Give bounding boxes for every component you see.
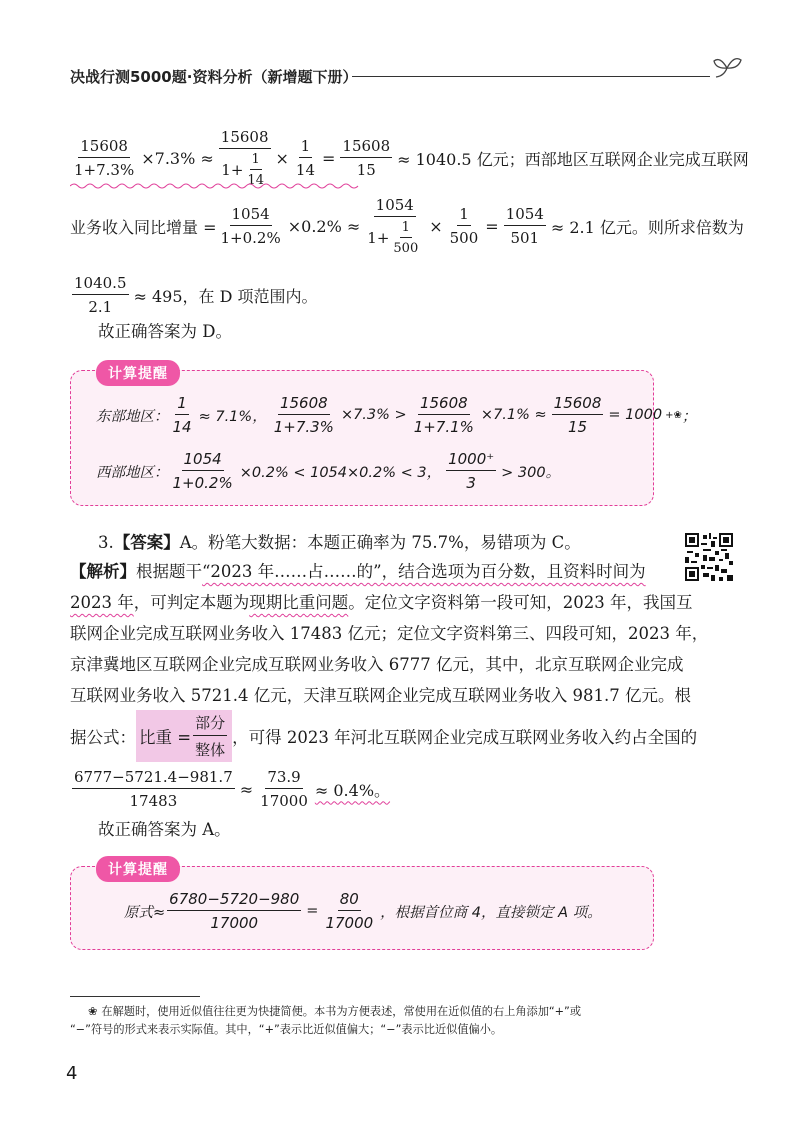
fraction: $\frac{15608}{1+7.3\%}$ (273, 394, 334, 436)
q3-calc-line: $\frac{6777-5721.4-981.7}{17483}$ ≈ $\frac{73.9}{17000}$ ≈ 0.4%。 (74, 768, 391, 810)
fraction: $\frac{1}{14}$ (172, 394, 192, 436)
q3-analysis: 【解析】根据题干“2023 年……占……的”，结合选项为百分数，且资料时间为 2023 年，可判定本题为现期比重问题。定位文字资料第一段可知，2023 年，我国互 联网企业完成互联网业务收入 17483 亿元；定位文字资料第三、四段可知，2023 年， 京津冀地区互联网企业完成互联网业务收入 6777 亿元，其中，北京互联网企业完成 互联网业务收入 5721.4 亿元，天津互联网企业完成互联网业务收入 981.7 亿元。根 (70, 562, 709, 705)
fraction: $\frac{1000^+}{3}$ (448, 450, 495, 492)
footnote: ❀ 在解题时，使用近似值往往更为快捷简便。本书为方便表述，常使用在近似值的右上角添加“+”或 “−”符号的形式来表示实际值。其中，“+”表示比近似值偏大；“−”表示比近似值偏小。 (70, 1005, 582, 1036)
footnote-mark-icon: ❀ (673, 409, 682, 421)
fraction: $\frac{15608}{1+7.1\%}$ (413, 394, 474, 436)
fraction: $\frac{1040.5}{2.1}$ (74, 274, 127, 316)
calc-line-1: $\frac{15608}{1+7.3\%}$ ×7.3% ≈ 15608 1+ $\frac{1}{14}$ × $\frac{1}{14}$ = $\frac{15608}{15}$ ≈ 1040.5 亿元；西部地区互联网企业完成互联网 (74, 128, 749, 188)
qr-code[interactable] (685, 533, 733, 581)
answer-line-a: 故正确答案为 A。 (98, 820, 231, 839)
wavy-underline (70, 182, 360, 190)
running-header: 决战行测5000题·资料分析（新增题下册） (70, 68, 358, 86)
answer-line-d: 故正确答案为 D。 (98, 322, 232, 341)
nested-fraction: 15608 1+ $\frac{1}{14}$ (220, 128, 269, 188)
fraction: $\frac{15608}{15}$ (553, 394, 602, 436)
fraction: $\frac{1054}{1+0.2\%}$ (220, 205, 281, 247)
footnote-rule (70, 996, 200, 997)
fraction: $\frac{6777-5721.4-981.7}{17483}$ (74, 768, 233, 810)
fraction: $\frac{15608}{1+7.3\%}$ (74, 137, 135, 179)
fraction: $\frac{73.9}{17000}$ (260, 768, 308, 810)
sprout-icon (710, 52, 744, 82)
fraction: $\frac{80}{17000}$ (325, 890, 374, 932)
tip1-row-east: 东部地区： $\frac{1}{14}$ ≈ 7.1%， $\frac{15608}{1+7.3\%}$ ×7.3% > $\frac{15608}{1+7.1\%}$ ×7.1% ≈ $\frac{15608}{15}$ = 1000 + ❀ ； (96, 394, 697, 436)
nested-fraction: 1054 1+ $\frac{1}{500}$ (367, 196, 419, 256)
fraction: $\frac{1}{500}$ (449, 205, 479, 247)
q3-answer-line: 3.【答案】A。粉笔大数据：本题正确率为 75.7%，易错项为 C。 (98, 533, 581, 552)
fraction: $\frac{6780-5720-980}{17000}$ (169, 890, 300, 932)
fraction: $\frac{1054}{501}$ (505, 205, 544, 247)
fraction: $\frac{1}{14}$ (295, 137, 315, 179)
calc-line-2: 业务收入同比增量 = $\frac{1054}{1+0.2\%}$ ×0.2% ≈ 1054 1+ $\frac{1}{500}$ × $\frac{1}{500}$ = $\frac{1054}{501}$ ≈ 2.1 亿元。则所求倍数为 (70, 196, 744, 256)
fraction: $\frac{1054}{1+0.2\%}$ (172, 450, 233, 492)
calc-tip-tag: 计算提醒 (96, 360, 180, 386)
footnote-mark-icon: ❀ (88, 1005, 98, 1018)
ratio-formula-highlight: 比重 = $\frac{\text{部分}}{\text{整体}}$ (136, 710, 232, 762)
tip1-row-west: 西部地区： $\frac{1054}{1+0.2\%}$ ×0.2% < 1054×0.2% < 3， $\frac{1000^+}{3}$ > 300。 (96, 450, 561, 492)
header-rule (352, 76, 710, 77)
page-number: 4 (66, 1063, 78, 1084)
calc-line-3: $\frac{1040.5}{2.1}$ ≈ 495，在 D 项范围内。 (74, 274, 318, 316)
q3-formula-line: 据公式： 比重 = $\frac{\text{部分}}{\text{整体}}$ ，可得 2023 年河北互联网企业完成互联网业务收入约占全国的 (70, 710, 697, 762)
calc-tip-tag: 计算提醒 (96, 856, 180, 882)
fraction: $\frac{15608}{15}$ (342, 137, 391, 179)
tip2-row: 原式≈ $\frac{6780-5720-980}{17000}$ = $\frac{80}{17000}$ ，根据首位商 4，直接锁定 A 项。 (124, 890, 602, 932)
